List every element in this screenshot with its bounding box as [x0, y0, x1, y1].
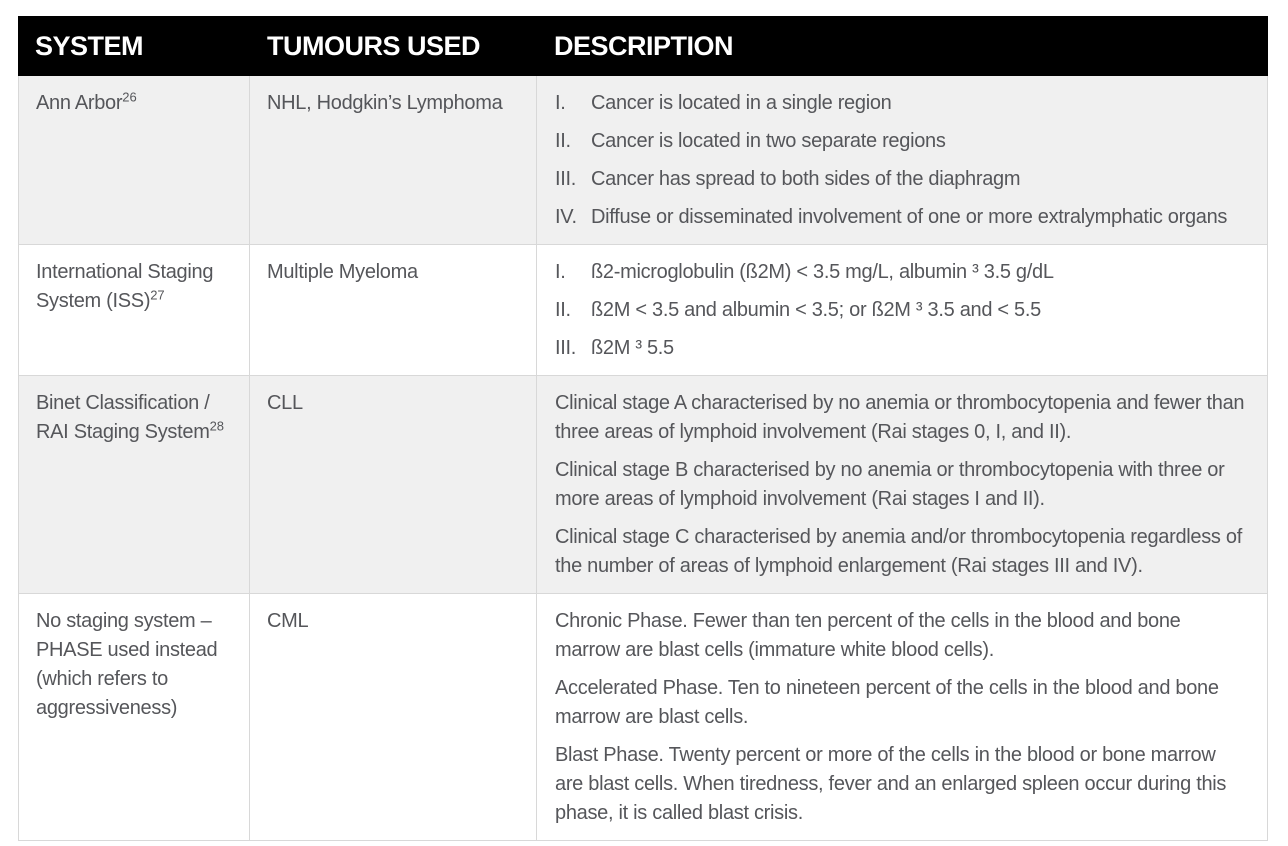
- description-item: [555, 165, 1247, 194]
- system-text: No staging system – PHASE used instead (which refers to aggressiveness): [36, 610, 218, 719]
- system-cell: [19, 76, 250, 244]
- staging-systems-table: [18, 16, 1268, 841]
- system-text: Ann Arbor: [36, 92, 123, 114]
- description-cell: [537, 594, 1267, 840]
- citation-superscript: 28: [209, 418, 225, 434]
- system-cell: [19, 245, 250, 375]
- tumours-cell: CML: [250, 594, 537, 840]
- table-body: [18, 76, 1268, 841]
- description-item: Clinical stage C characterised by anemia and/or thrombocytopenia regardless of the number of areas of lymphoid enlargement (Rai stages III and IV).: [555, 526, 1242, 577]
- description-item: Clinical stage B characterised by no anemia or thrombocytopenia with three or more areas of lymphoid involvement (Rai stages I and II).: [555, 459, 1225, 510]
- item-text: ß2M < 3.5 and albumin < 3.5; or ß2M ³ 3.5 and < 5.5: [591, 299, 1041, 321]
- tumours-cell: NHL, Hodgkin’s Lymphoma: [250, 76, 537, 244]
- item-text: ß2-microglobulin (ß2M) < 3.5 mg/L, albumin ³ 3.5 g/dL: [591, 261, 1054, 283]
- item-text: Cancer is located in a single region: [591, 92, 892, 114]
- item-numeral: II.: [555, 130, 571, 152]
- description-cell: [537, 245, 1267, 375]
- description-item: [555, 296, 1247, 325]
- description-item: Clinical stage A characterised by no anemia or thrombocytopenia and fewer than three areas of lymphoid involvement (Rai stages 0, I, and II).: [555, 392, 1245, 443]
- description-item: [555, 334, 1247, 363]
- item-text: Cancer is located in two separate regions: [591, 130, 946, 152]
- description-item: [555, 89, 1247, 118]
- table-row: [19, 76, 1267, 245]
- description-item: [555, 203, 1247, 232]
- description-item: Chronic Phase. Fewer than ten percent of the cells in the blood and bone marrow are blast cells (immature white blood cells).: [555, 610, 1181, 661]
- description-item: Blast Phase. Twenty percent or more of the cells in the blood or bone marrow are blast cells. When tiredness, fever and an enlarged spleen occur during this phase, it is called blast crisis.: [555, 744, 1227, 824]
- description-cell: [537, 376, 1267, 593]
- item-numeral: III.: [555, 168, 577, 190]
- citation-superscript: 27: [150, 287, 165, 303]
- tumours-cell: CLL: [250, 376, 537, 593]
- table-row: [19, 594, 1267, 841]
- table-header: [18, 16, 1268, 76]
- item-numeral: I.: [555, 92, 566, 114]
- system-text: International Staging System (ISS): [36, 261, 214, 312]
- item-numeral: III.: [555, 337, 577, 359]
- item-text: ß2M ³ 5.5: [591, 337, 674, 359]
- item-numeral: I.: [555, 261, 566, 283]
- header-cell-description: DESCRIPTION: [554, 30, 734, 61]
- system-cell: [19, 376, 250, 593]
- header-cell-tumours: TUMOURS USED: [267, 30, 481, 61]
- system-cell: [19, 594, 250, 840]
- citation-superscript: 26: [122, 89, 137, 105]
- item-text: Diffuse or disseminated involvement of one or more extralymphatic organs: [591, 206, 1228, 228]
- tumours-cell: Multiple Myeloma: [250, 245, 537, 375]
- description-item: [555, 127, 1247, 156]
- header-cell-system: SYSTEM: [35, 30, 144, 61]
- item-numeral: IV.: [555, 206, 577, 228]
- table-row: [19, 245, 1267, 376]
- description-item: [555, 258, 1247, 287]
- item-text: Cancer has spread to both sides of the diaphragm: [591, 168, 1021, 190]
- description-cell: [537, 76, 1267, 244]
- item-numeral: II.: [555, 299, 571, 321]
- system-text: Binet Classification / RAI Staging System: [36, 392, 210, 443]
- description-item: Accelerated Phase. Ten to nineteen percent of the cells in the blood and bone marrow are blast cells.: [555, 677, 1219, 728]
- table-row: [19, 376, 1267, 594]
